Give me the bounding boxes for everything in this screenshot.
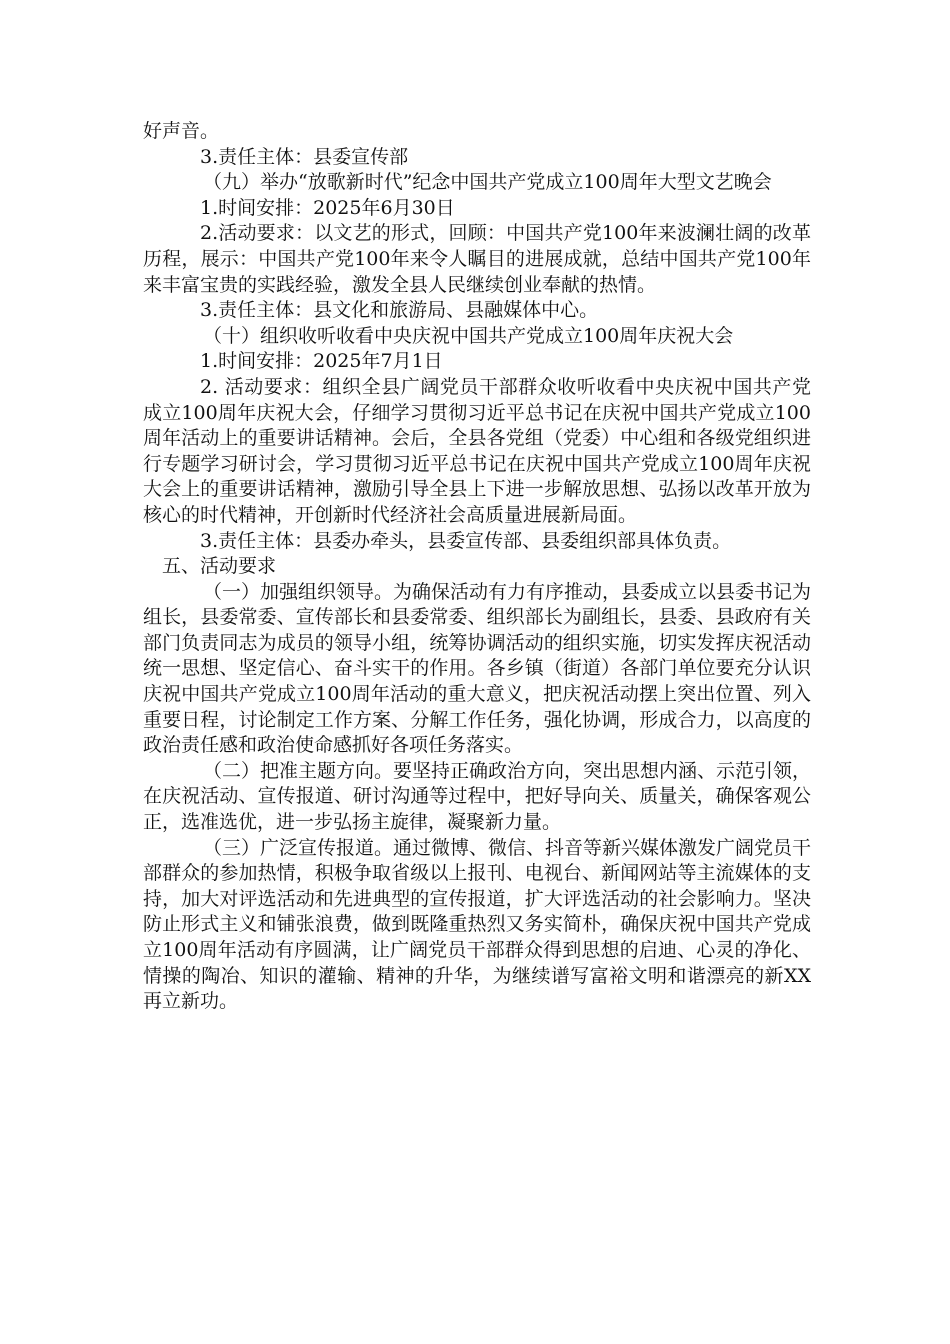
paragraph-requirement-2: （二）把准主题方向。要坚持正确政治方向，突出思想内涵、示范引领，在庆祝活动、宣传报道、研讨沟通等过程中，把好导向关、质量关，确保客观公正，选准选优，进一步弘扬主旋律，凝聚新力量。 (143, 759, 812, 834)
paragraph-requirement-1: （一）加强组织领导。为确保活动有力有序推动，县委成立以县委书记为组长，县委常委、宣传部长和县委常委、组织部长为副组长，县委、县政府有关部门负责同志为成员的领导小组，统筹协调活动的组织实施，切实发挥庆祝活动统一思想、坚定信心、奋斗实干的作用。各乡镇（街道）各部门单位要充分认识庆祝中国共产党成立100周年活动的重大意义，把庆祝活动摆上突出位置、列入重要日程，讨论制定工作方案、分解工作任务，强化协调，形成合力，以高度的政治责任感和政治使命感抓好各项任务落实。 (143, 580, 812, 757)
paragraph-responsible-10: 3.责任主体：县委办牵头，县委宣传部、县委组织部具体负责。 (200, 529, 732, 552)
section-heading-10: （十）组织收听收看中央庆祝中国共产党成立100周年庆祝大会 (203, 324, 734, 347)
section-heading-9: （九）举办“放歌新时代”纪念中国共产党成立100周年大型文艺晚会 (203, 171, 772, 194)
paragraph-requirements-9: 2.活动要求：以文艺的形式，回顾：中国共产党100年来波澜壮阔的改革历程，展示：中国共产党100年来令人瞩目的进展成就，总结中国共产党100年来丰富宝贵的实践经验，激发全县人民继续创业奉献的热情。 (143, 222, 811, 296)
document-body (143, 119, 811, 1015)
paragraph-closing-fragment: 好声音。 (143, 120, 220, 142)
paragraph-responsible-9: 3.责任主体：县委宣传部 (200, 145, 409, 168)
paragraph-responsible-9b: 3.责任主体：县文化和旅游局、县融媒体中心。 (200, 299, 599, 322)
paragraph-requirements-10: 2. 活动要求：组织全县广阔党员干部群众收听收看中央庆祝中国共产党成立100周年庆祝大会，仔细学习贯彻习近平总书记在庆祝中国共产党成立100周年活动上的重要讲话精神。会后，全县各党组（党委）中心组和各级党组织进行专题学习研讨会，学习贯彻习近平总书记在庆祝中国共产党成立100周年庆祝大会上的重要讲话精神，激励引导全县上下进一步解放思想、弘扬以改革开放为核心的时代精神，开创新时代经济社会高质量进展新局面。 (143, 375, 811, 526)
paragraph-requirement-3: （三）广泛宣传报道。通过微博、微信、抖音等新兴媒体激发广阔党员干部群众的参加热情，积极争取省级以上报刊、电视台、新闻网站等主流媒体的支持，加大对评选活动和先进典型的宣传报道，扩大评选活动的社会影响力。坚决防止形式主义和铺张浪费，做到既隆重热烈又务实简朴，确保庆祝中国共产党成立100周年活动有序圆满，让广阔党员干部群众得到思想的启迪、心灵的净化、情操的陶冶、知识的灌输、精神的升华，为继续谱写富裕文明和谐漂亮的新XX再立新功。 (143, 836, 812, 1013)
chapter-heading-5: 五、活动要求 (162, 555, 277, 578)
paragraph-schedule-10: 1.时间安排：2025年7月1日 (200, 350, 443, 373)
paragraph-schedule-9: 1.时间安排：2025年6月30日 (200, 196, 455, 219)
